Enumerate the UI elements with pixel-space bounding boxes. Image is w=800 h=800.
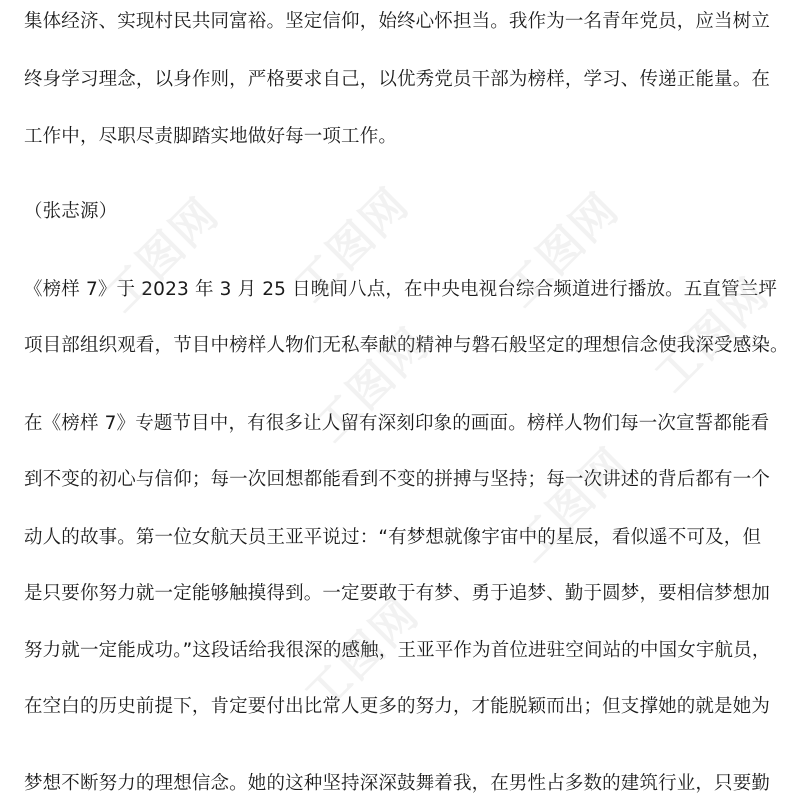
text-line: 在空白的历史前提下，肯定要付出比常人更多的努力，才能脱颖而出；但支撑她的就是她为 <box>24 696 771 717</box>
text-line: 梦想不断努力的理想信念。她的这种坚持深深鼓舞着我，在男性占多数的建筑行业，只要勤 <box>24 773 771 794</box>
text-line: 工作中，尽职尽责脚踏实地做好每一项工作。 <box>24 126 398 147</box>
text-line: 在《榜样 7》专题节目中，有很多让人留有深刻印象的画面。榜样人物们每一次宣誓都能看 <box>24 413 770 434</box>
text-line: 项目部组织观看，节目中榜样人物们无私奉献的精神与磐石般坚定的理想信念使我深受感染。 <box>24 335 789 356</box>
text-line: 到不变的初心与信仰；每一次回想都能看到不变的拼搏与坚持；每一次讲述的背后都有一个 <box>24 469 771 490</box>
text-line: 是只要你努力就一定能够触摸得到。一定要敢于有梦、勇于追梦、勤于圆梦，要相信梦想加 <box>24 583 771 604</box>
watermark: 工图网 <box>645 268 780 403</box>
text-line: 《榜样 7》于 2023 年 3 月 25 日晚间八点，在中央电视台综合频道进行播放。五直管兰坪 <box>24 279 778 300</box>
watermark: 工图网 <box>95 188 230 323</box>
watermark: 工图网 <box>295 588 430 723</box>
text-line: 终身学习理念，以身作则，严格要求自己，以优秀党员干部为榜样，学习、传递正能量。在 <box>24 69 771 90</box>
text-line: 努力就一定能成功。”这段话给我很深的感触，王亚平作为首位进驻空间站的中国女宇航员， <box>24 640 771 661</box>
watermark: 工图网 <box>305 318 440 453</box>
author-signature: （张志源） <box>24 201 118 222</box>
text-line: 集体经济、实现村民共同富裕。坚定信仰，始终心怀担当。我作为一名青年党员，应当树立 <box>24 11 771 32</box>
text-line: 动人的故事。第一位女航天员王亚平说过：“有梦想就像宇宙中的星辰，看似遥不可及，但 <box>24 527 762 548</box>
watermark: 工图网 <box>285 178 420 313</box>
watermark: 工图网 <box>505 438 640 573</box>
watermark: 工图网 <box>495 183 630 318</box>
